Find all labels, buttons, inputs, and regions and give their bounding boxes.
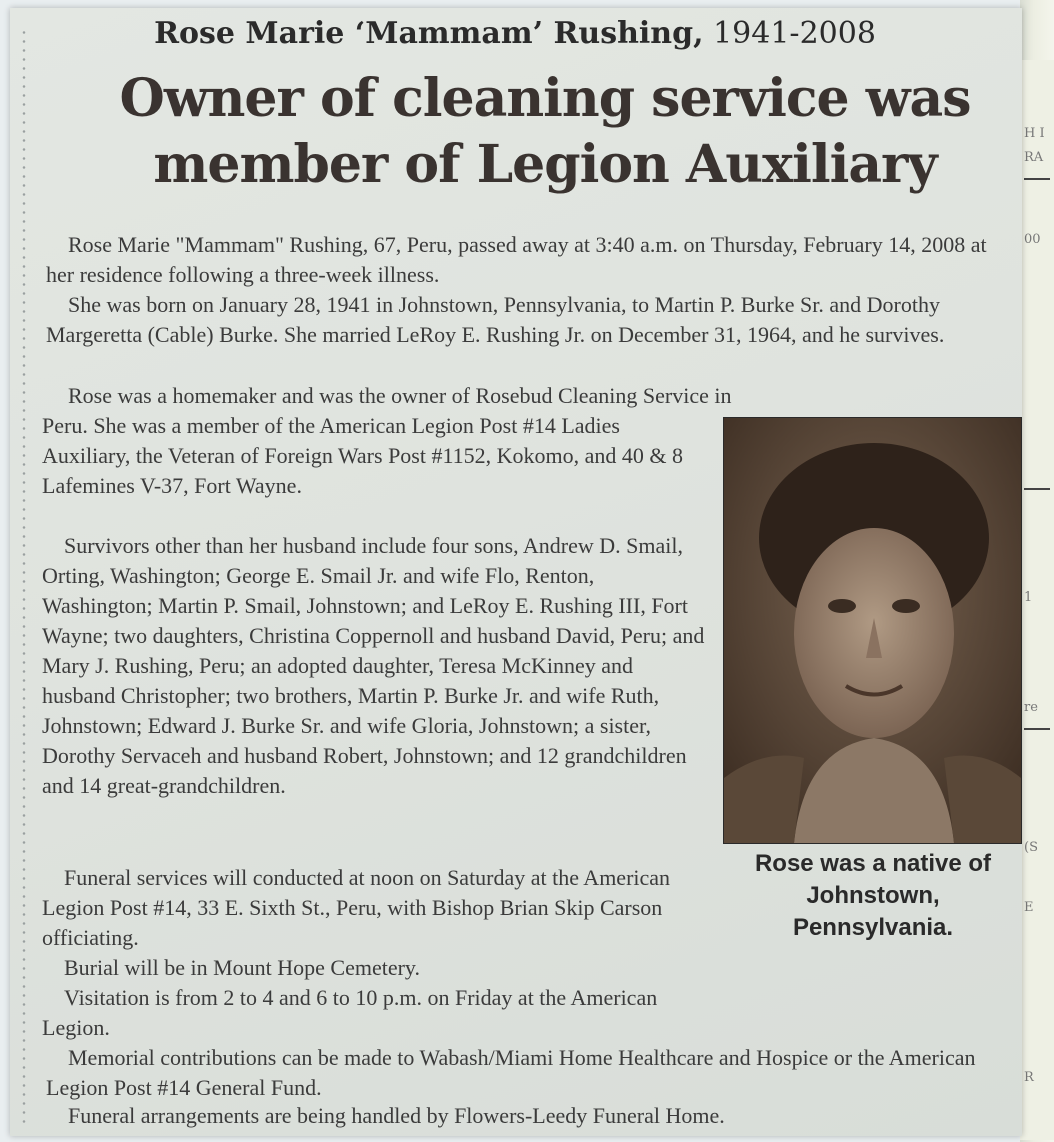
adjacent-fragment: re [1024, 700, 1038, 715]
adjacent-fragment: H I [1024, 126, 1045, 141]
adjacent-fragment: R [1024, 1070, 1034, 1085]
deceased-name: Rose Marie ‘Mammam’ Rushing, [154, 16, 704, 51]
obituary-clipping [10, 8, 1022, 1136]
paragraph-survivors: Survivors other than her husband include four sons, Andrew D. Smail, Orting, Washington; George E. Smail Jr. and wife Flo, Renton, Washington; Martin P. Smail, Johnstown; and LeRoy E. Rushing III, Fort Wayne; two daughters, Christina Coppernoll and husband David, Peru; and Mary J. Rushing, Peru; an adopted daughter, Teresa McKinney and husband Christopher; two brothers, Martin P. Burke Jr. and wife Ruth, Johnstown; Edward J. Burke Sr. and wife Gloria, Johnstown; a sister, Dorothy Servaceh and husband Robert, Johnstown; and 12 grandchildren and 14 great-grandchildren. [42, 533, 705, 798]
adjacent-fragment: 1 [1024, 590, 1033, 605]
paragraph-memorials: Memorial contributions can be made to Wabash/Miami Home Healthcare and Hospice or the American Legion Post #14 General Fund. [46, 1045, 976, 1100]
portrait-image [724, 418, 1021, 843]
portrait-photo [723, 417, 1022, 844]
adjacent-rule [1024, 488, 1050, 490]
paragraph-memberships: Peru. She was a member of the American Legion Post #14 Ladies Auxiliary, the Veteran of Foreign Wars Post #1152, Kokomo, and 40 & 8 Lafemines V-37, Fort Wayne. [42, 413, 684, 498]
obituary-kicker [10, 16, 1020, 51]
paragraph-arrangements: Funeral arrangements are being handled by Flowers-Leedy Funeral Home. [68, 1103, 725, 1128]
paragraph-birth: She was born on January 28, 1941 in Johnstown, Pennsylvania, to Martin P. Burke Sr. and Dorothy Margeretta (Cable) Burke. She married LeRoy E. Rushing Jr. on December 31, 1964, and he survives. [46, 292, 945, 347]
paragraph-homemaker: Rose was a homemaker and was the owner of Rosebud Cleaning Service in [68, 383, 732, 408]
photo-caption: Rose was a native of Johnstown, Pennsylvania. [754, 850, 992, 941]
headline: Owner of cleaning service was member of Legion Auxiliary [119, 68, 971, 195]
adjacent-rule [1024, 728, 1050, 730]
paragraph-funeral-services: Funeral services will conducted at noon on Saturday at the American Legion Post #14, 33 E. Sixth St., Peru, with Bishop Brian Skip Carson officiating. [42, 865, 671, 950]
adjacent-fragment: (S [1024, 840, 1038, 855]
paragraph-visitation: Visitation is from 2 to 4 and 6 to 10 p.m. on Friday at the American Legion. [42, 985, 658, 1040]
adjacent-fragment: 00 [1024, 232, 1041, 247]
life-years: 1941-2008 [713, 16, 876, 51]
adjacent-fragment: E [1024, 900, 1034, 915]
adjacent-fragment: RA [1024, 150, 1044, 165]
paragraph-burial: Burial will be in Mount Hope Cemetery. [64, 955, 421, 980]
paragraph-death-notice: Rose Marie "Mammam" Rushing, 67, Peru, passed away at 3:40 a.m. on Thursday, February 14, 2008 at her residence following a three-week illness. [46, 232, 987, 287]
